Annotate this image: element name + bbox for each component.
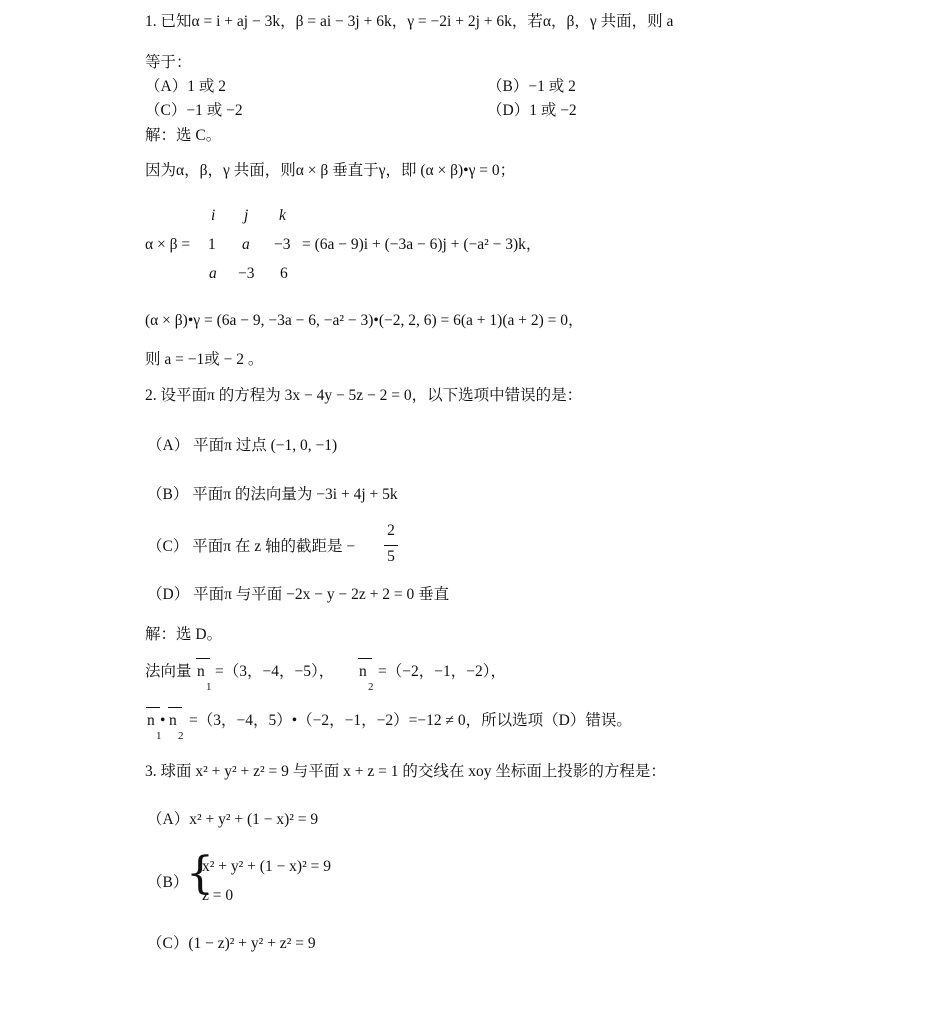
vector-subscript: 2: [368, 681, 374, 693]
q3-option-b-eq2: z = 0: [202, 887, 234, 904]
vector-subscript: 1: [206, 681, 212, 693]
q1-det-result: = (6a − 9)i + (−3a − 6)j + (−a² − 3)k，: [302, 236, 542, 253]
q2-answer: 解：选 D。: [145, 626, 223, 643]
vector-arrow: [196, 658, 210, 659]
det-cell: 6: [280, 265, 288, 282]
q1-stem-cont: 等于：: [145, 54, 192, 71]
vector-subscript: 1: [156, 730, 162, 742]
det-cell: −3: [238, 265, 255, 282]
q2-n2-value: =（−2，−1，−2），: [378, 663, 506, 680]
vector-arrow: [358, 658, 372, 659]
fraction-numerator: 2: [387, 522, 395, 539]
det-cell: a: [242, 236, 250, 253]
det-cell: i: [211, 207, 216, 224]
det-cell: k: [279, 207, 286, 224]
q2-option-c: （C） 平面π 在 z 轴的截距是 −: [147, 538, 356, 555]
q2-option-a: （A） 平面π 过点 (−1, 0, −1): [147, 437, 338, 454]
vector-arrow: [168, 707, 182, 708]
q3-option-b-label: （B）: [147, 874, 189, 891]
vector-letter: n: [147, 712, 155, 729]
q1-option-c: （C）−1 或 −2: [145, 102, 243, 119]
vector-letter: n: [169, 712, 177, 729]
q2-dot-result: =（3，−4，5）•（−2，−1，−2）=−12 ≠ 0，所以选项（D）错误。: [189, 712, 632, 729]
dot-operator: •: [160, 712, 166, 729]
fraction-bar: [384, 545, 398, 546]
det-cell: −3: [274, 236, 291, 253]
q1-det-lhs: α × β =: [145, 236, 191, 253]
q3-stem: 3. 球面 x² + y² + z² = 9 与平面 x + z = 1 的交线在 xoy 坐标面上投影的方程是：: [145, 763, 666, 780]
left-brace: {: [186, 848, 214, 899]
q3-option-b-eq1: x² + y² + (1 − x)² = 9: [202, 858, 331, 875]
q2-normal-label: 法向量: [145, 663, 192, 680]
vector-letter: n: [359, 663, 367, 680]
q1-option-d: （D）1 或 −2: [487, 102, 577, 119]
vector-arrow: [146, 707, 160, 708]
det-cell: 1: [208, 236, 216, 253]
fraction-denominator: 5: [387, 548, 395, 565]
q1-answer: 解：选 C。: [145, 127, 222, 144]
det-cell: a: [209, 265, 217, 282]
vector-subscript: 2: [178, 730, 184, 742]
q2-n1-value: =（3，−4，−5），: [215, 663, 335, 680]
det-cell: j: [244, 207, 249, 224]
q1-option-a: （A）1 或 2: [145, 78, 226, 95]
q1-option-b: （B）−1 或 2: [487, 78, 576, 95]
q1-reason: 因为α，β，γ 共面，则α × β 垂直于γ，即 (α × β)•γ = 0；: [145, 162, 516, 179]
q1-conclusion: 则 a = −1或 − 2 。: [145, 351, 264, 368]
q1-dot-product: (α × β)•γ = (6a − 9, −3a − 6, −a² − 3)•(−2, 2, 6) = 6(a + 1)(a + 2) = 0，: [145, 312, 584, 329]
q3-option-c: （C）(1 − z)² + y² + z² = 9: [147, 935, 316, 952]
q1-stem: 1. 已知α = i + aj − 3k，β = ai − 3j + 6k，γ = −2i + 2j + 6k，若α，β，γ 共面，则 a: [145, 13, 674, 30]
q2-option-d: （D） 平面π 与平面 −2x − y − 2z + 2 = 0 垂直: [147, 586, 450, 603]
vector-letter: n: [197, 663, 205, 680]
q3-option-a: （A）x² + y² + (1 − x)² = 9: [147, 811, 319, 828]
q2-option-b: （B） 平面π 的法向量为 −3i + 4j + 5k: [147, 486, 398, 503]
q2-stem: 2. 设平面π 的方程为 3x − 4y − 5z − 2 = 0，以下选项中错误的是：: [145, 387, 583, 404]
